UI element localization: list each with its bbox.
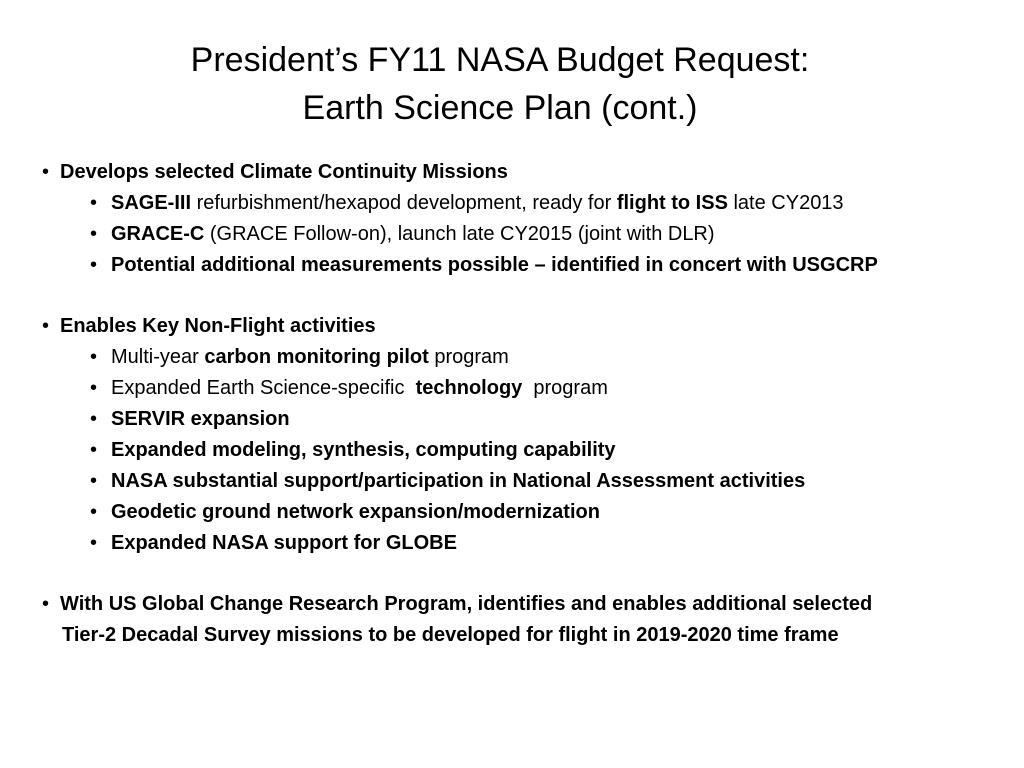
list-item-globe: Expanded NASA support for GLOBE: [111, 532, 457, 554]
item-text-bold: GRACE-C: [111, 223, 205, 245]
bullet-icon: •: [90, 254, 98, 276]
bullet-icon: •: [90, 501, 98, 523]
item-text: late CY2013: [727, 192, 844, 214]
list-item-geodetic: Geodetic ground network expansion/modernization: [111, 501, 600, 523]
bullet-icon: •: [90, 192, 98, 214]
item-text: refurbishment/hexapod development, ready for: [191, 192, 617, 214]
bullet-icon: •: [42, 161, 50, 183]
bullet-icon: •: [90, 408, 98, 430]
bullet-icon: •: [90, 223, 98, 245]
bullet-icon: •: [90, 346, 98, 368]
list-item-technology: [111, 374, 608, 402]
list-item-carbon-monitoring: [111, 343, 509, 371]
title-line-1: President’s FY11 NASA Budget Request:: [190, 41, 810, 79]
item-text: Expanded Earth Science-specific: [111, 377, 416, 399]
item-text-bold: carbon monitoring pilot: [204, 346, 429, 368]
list-item-sage-iii: [111, 189, 844, 217]
section-heading-non-flight: Enables Key Non-Flight activities: [60, 315, 376, 337]
section-heading-usgcrp-line-1: With US Global Change Research Program, identifies and enables additional selected: [60, 593, 873, 615]
section-heading-usgcrp-line-2: Tier-2 Decadal Survey missions to be developed for flight in 2019-2020 time frame: [62, 624, 839, 646]
item-text-bold: SAGE-III: [111, 192, 192, 214]
title-line-2: Earth Science Plan (cont.): [302, 89, 698, 127]
bullet-icon: •: [90, 377, 98, 399]
section-heading-climate-continuity: Develops selected Climate Continuity Missions: [60, 161, 508, 183]
list-item-grace-c: [111, 220, 715, 248]
list-item-servir: SERVIR expansion: [111, 408, 290, 430]
item-text-bold: technology: [415, 377, 523, 399]
list-item-potential-measurements: Potential additional measurements possible – identified in concert with USGCRP: [111, 254, 878, 276]
bullet-icon: •: [90, 470, 98, 492]
bullet-icon: •: [90, 532, 98, 554]
item-text: program: [522, 377, 608, 399]
bullet-icon: •: [42, 593, 50, 615]
bullet-icon: •: [42, 315, 50, 337]
list-item-modeling: Expanded modeling, synthesis, computing capability: [111, 439, 616, 461]
item-text: program: [428, 346, 509, 368]
bullet-icon: •: [90, 439, 98, 461]
list-item-national-assessment: NASA substantial support/participation in National Assessment activities: [111, 470, 806, 492]
item-text: Multi-year: [111, 346, 205, 368]
item-text-bold: flight to ISS: [616, 192, 728, 214]
item-text: (GRACE Follow-on), launch late CY2015 (joint with DLR): [204, 223, 715, 245]
